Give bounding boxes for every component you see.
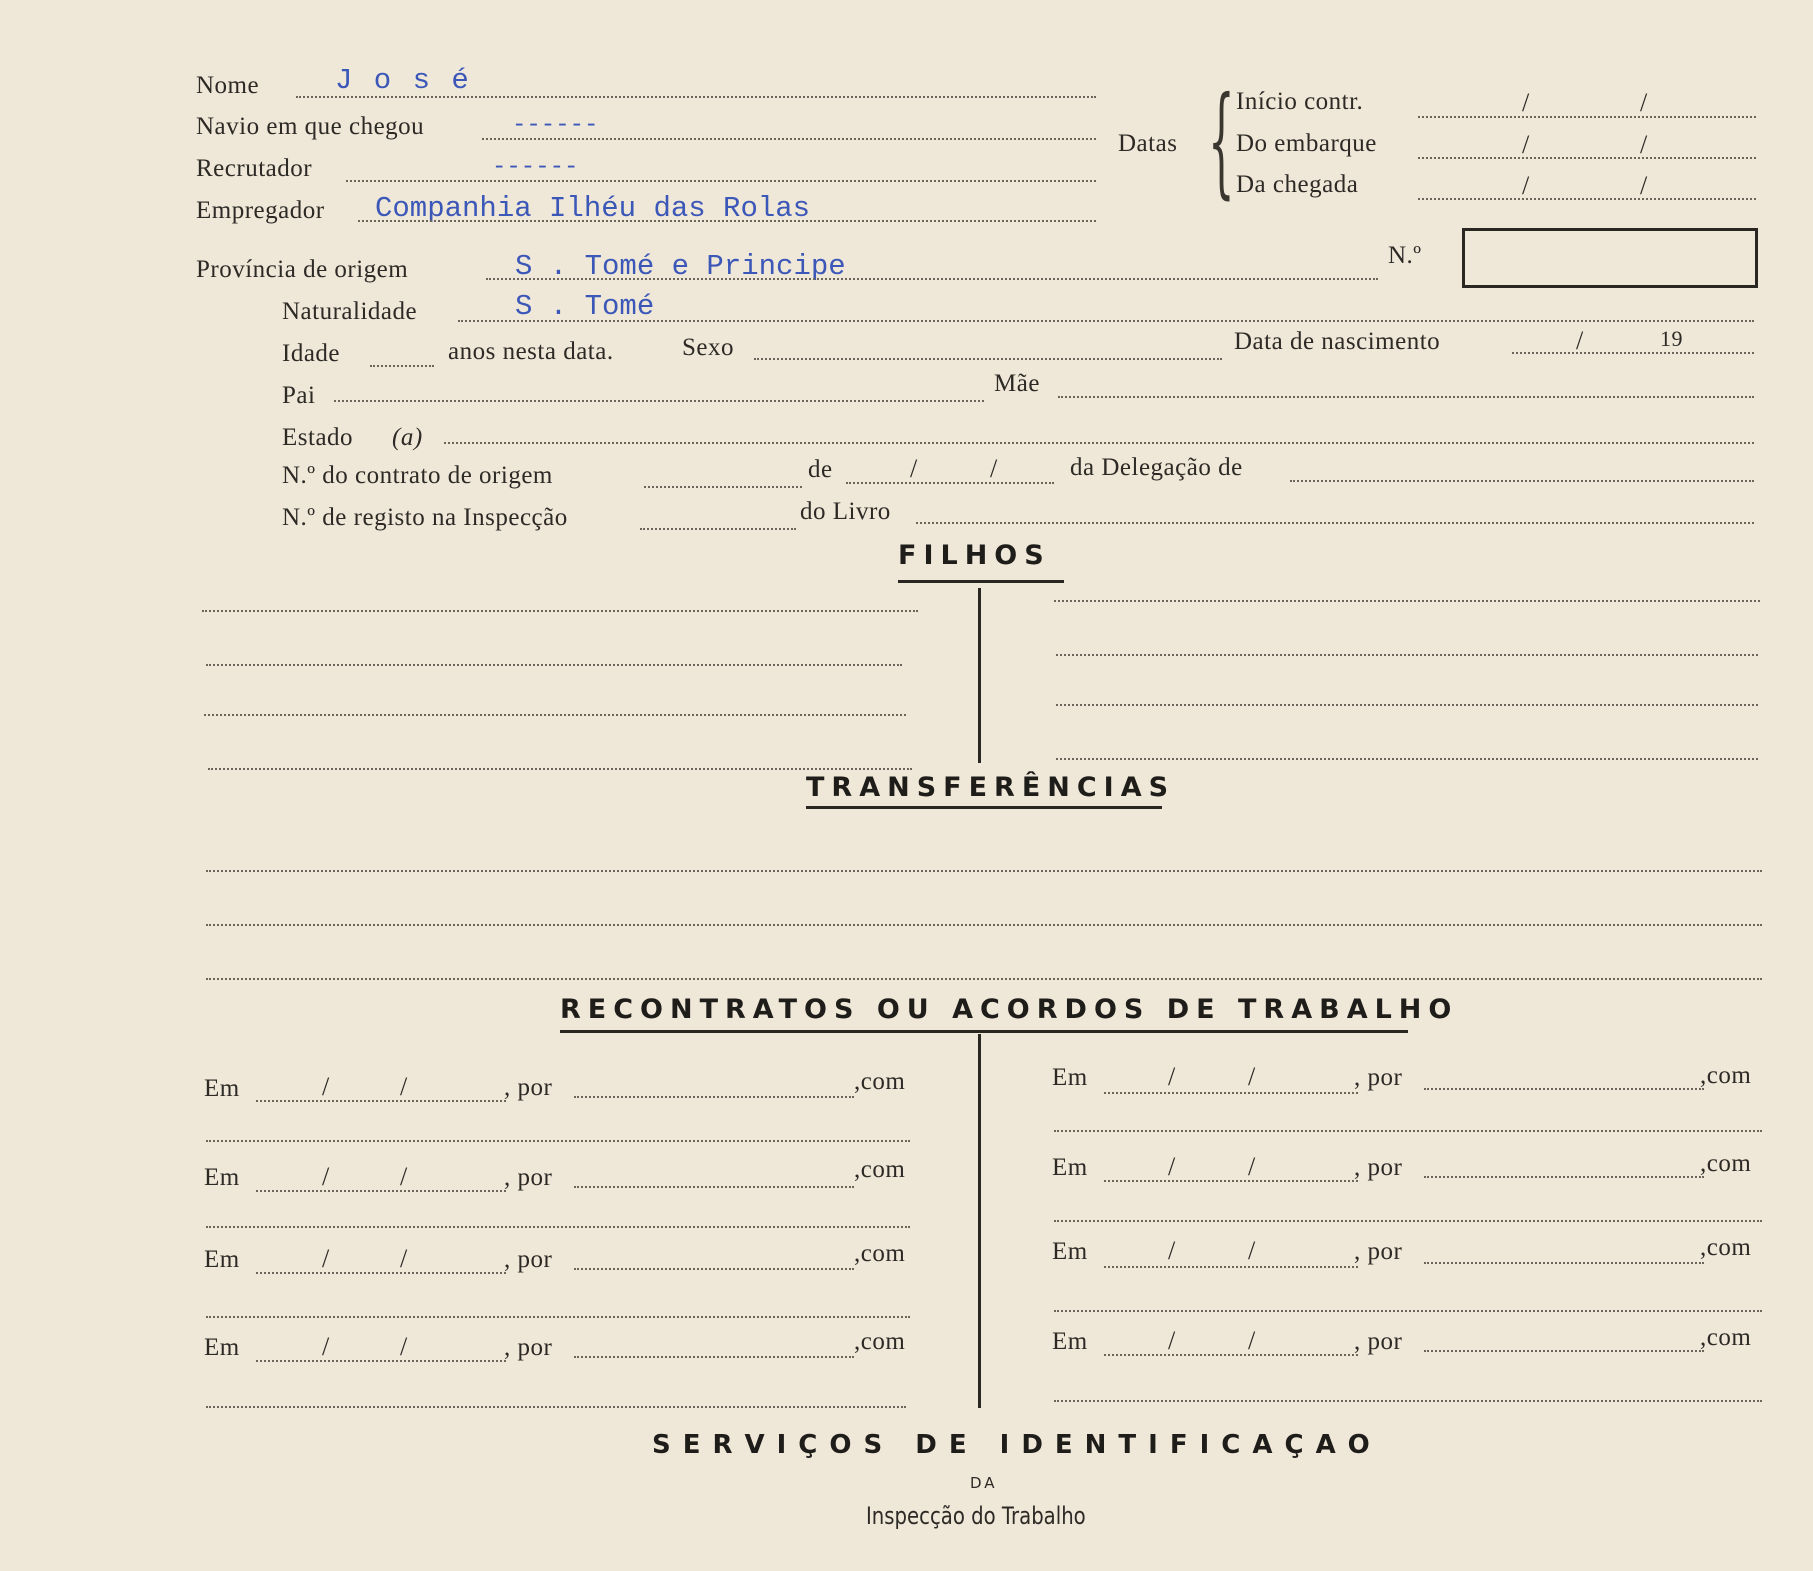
navio-line [482,138,1096,140]
recontrato-right-3-por: , por [1354,1238,1403,1265]
recontrato-right-2-slash-2: / [1248,1152,1256,1181]
recontrato-left-3-line[interactable] [206,1316,910,1318]
datas-embarque-slash-2: / [1640,130,1648,159]
nascimento-year: 19 [1660,326,1683,351]
numero-label: N.º [1388,242,1422,269]
datas-chegada-slash-1: / [1522,171,1530,200]
recontrato-right-3-em: Em [1052,1238,1088,1265]
recontrato-right-3-line[interactable] [1054,1310,1762,1312]
provincia-value[interactable]: S . Tomé e Principe [515,250,846,283]
recontrato-left-1-line[interactable] [206,1140,910,1142]
nome-line [296,96,1096,98]
recontratos-divider [978,1034,981,1408]
datas-label: Datas [1118,130,1178,157]
livro-line[interactable] [916,522,1754,524]
footer-subtitle: Inspecção do Trabalho [866,1502,1086,1530]
recrutador-line [346,180,1096,182]
recontrato-left-1-com: ,com [854,1068,906,1095]
provincia-line [486,278,1378,280]
empregador-line [358,220,1096,222]
recontrato-right-1-slash-2: / [1248,1062,1256,1091]
filhos-left-line-3[interactable] [204,714,906,716]
recontrato-right-3-por-line[interactable] [1424,1262,1704,1264]
registo-label: N.º de registo na Inspecção [282,504,568,531]
datas-inicio-slash-2: / [1640,88,1648,117]
recontrato-right-3-date[interactable] [1104,1266,1358,1268]
filhos-right-line-2[interactable] [1056,654,1758,656]
naturalidade-value[interactable]: S . Tomé [515,290,655,323]
recontrato-left-2-por-line[interactable] [574,1186,854,1188]
recontrato-left-4-date[interactable] [256,1360,506,1362]
recontrato-right-2-com: ,com [1700,1150,1752,1177]
datas-inicio-slash-1: / [1522,88,1530,117]
filhos-left-line-1[interactable] [202,610,918,612]
recontrato-left-2-por: , por [504,1164,553,1191]
recontrato-right-2-slash-1: / [1168,1152,1176,1181]
filhos-underline [898,580,1064,583]
recontrato-right-1-em: Em [1052,1064,1088,1091]
recontratos-underline [560,1030,1408,1033]
recontrato-left-4-slash-2: / [400,1332,408,1361]
recontrato-left-2-slash-2: / [400,1162,408,1191]
recontrato-left-2-date[interactable] [256,1190,506,1192]
recontrato-right-4-date[interactable] [1104,1354,1358,1356]
filhos-divider [978,588,981,763]
datas-chegada-slash-2: / [1640,171,1648,200]
recontrato-left-4-por: , por [504,1334,553,1361]
recontrato-left-3-slash-2: / [400,1244,408,1273]
recontrato-right-4-com: ,com [1700,1324,1752,1351]
transferencias-line-1[interactable] [206,870,1762,872]
recontrato-left-2-em: Em [204,1164,240,1191]
recontrato-right-2-em: Em [1052,1154,1088,1181]
recrutador-value[interactable]: ------ [492,154,579,181]
idade-label: Idade [282,340,341,367]
datas-embarque-label: Do embarque [1236,130,1377,157]
recontrato-left-4-com: ,com [854,1328,906,1355]
pai-line[interactable] [334,400,984,402]
naturalidade-label: Naturalidade [282,298,418,325]
recontrato-left-1-slash-1: / [322,1072,330,1101]
contrato-slash-2: / [990,454,998,483]
estado-line[interactable] [444,442,1754,444]
recontrato-right-4-slash-2: / [1248,1326,1256,1355]
datas-chegada-line[interactable] [1418,198,1756,200]
recontrato-right-4-por: , por [1354,1328,1403,1355]
recontrato-left-3-em: Em [204,1246,240,1273]
recontrato-left-2-com: ,com [854,1156,906,1183]
registo-line[interactable] [640,528,796,530]
recontrato-right-4-slash-1: / [1168,1326,1176,1355]
transferencias-line-2[interactable] [206,924,1762,926]
empregador-label: Empregador [196,197,325,224]
recontrato-left-3-slash-1: / [322,1244,330,1273]
footer-title: SERVIÇOS DE IDENTIFICAÇAO [652,1430,1382,1460]
datas-inicio-line[interactable] [1418,116,1756,118]
sexo-label: Sexo [682,334,734,361]
datas-embarque-slash-1: / [1522,130,1530,159]
recontrato-left-1-slash-2: / [400,1072,408,1101]
recontrato-left-3-date[interactable] [256,1272,506,1274]
filhos-right-line-4[interactable] [1056,758,1758,760]
recontrato-left-3-por: , por [504,1246,553,1273]
recontrato-left-4-por-line[interactable] [574,1356,854,1358]
filhos-heading: FILHOS [898,540,1051,571]
recontrato-left-1-por-line[interactable] [574,1096,854,1098]
filhos-left-line-2[interactable] [206,664,902,666]
estado-note: (a) [392,424,423,451]
recontrato-right-4-em: Em [1052,1328,1088,1355]
mae-line[interactable] [1058,396,1754,398]
transferencias-line-3[interactable] [206,978,1762,980]
recontrato-right-4-line[interactable] [1054,1400,1762,1402]
recontrato-right-3-com: ,com [1700,1234,1752,1261]
datas-chegada-label: Da chegada [1236,171,1359,198]
contrato-line[interactable] [644,486,802,488]
transferencias-heading: TRANSFERÊNCIAS [806,772,1176,803]
navio-label: Navio em que chegou [196,113,425,140]
recontrato-left-1-por: , por [504,1074,553,1101]
anos-label: anos nesta data. [448,338,614,365]
naturalidade-line [458,320,1754,322]
recontrato-right-1-por: , por [1354,1064,1403,1091]
datas-brace: { [1208,72,1235,211]
recontrato-right-2-por: , por [1354,1154,1403,1181]
recontrato-right-1-date[interactable] [1104,1092,1358,1094]
contrato-label: N.º do contrato de origem [282,462,553,489]
pai-label: Pai [282,382,316,409]
recontrato-right-3-slash-1: / [1168,1236,1176,1265]
recontrato-right-1-com: ,com [1700,1062,1752,1089]
mae-label: Mãe [994,370,1040,397]
contrato-date-line[interactable] [846,482,1054,484]
recontrato-left-4-slash-1: / [322,1332,330,1361]
recontrato-left-4-em: Em [204,1334,240,1361]
nome-label: Nome [196,72,260,99]
recontrato-right-4-por-line[interactable] [1424,1350,1704,1352]
contrato-slash-1: / [910,454,918,483]
recontrato-left-2-line[interactable] [206,1226,910,1228]
recontrato-right-2-date[interactable] [1104,1180,1358,1182]
recontrato-left-1-date[interactable] [256,1100,506,1102]
recontrato-left-4-line[interactable] [206,1406,906,1408]
recontrato-right-2-por-line[interactable] [1424,1176,1704,1178]
delegacao-label: da Delegação de [1070,454,1243,481]
empregador-value[interactable]: Companhia Ilhéu das Rolas [375,192,811,225]
recontrato-right-3-slash-2: / [1248,1236,1256,1265]
contrato-de: de [808,456,833,483]
sexo-line[interactable] [754,358,1222,360]
recontrato-left-3-por-line[interactable] [574,1268,854,1270]
numero-box[interactable] [1462,228,1758,288]
nascimento-line[interactable] [1512,352,1754,354]
recontratos-heading: RECONTRATOS OU ACORDOS DE TRABALHO [560,994,1459,1025]
navio-value[interactable]: ------ [512,112,599,139]
recontrato-left-3-com: ,com [854,1240,906,1267]
recontrato-right-1-line[interactable] [1054,1130,1762,1132]
estado-label: Estado [282,424,354,451]
nascimento-slash: / [1576,326,1584,355]
nascimento-label: Data de nascimento [1234,328,1441,355]
datas-embarque-line[interactable] [1418,157,1756,159]
footer-da: DA [970,1474,998,1492]
datas-inicio-label: Início contr. [1236,88,1364,115]
filhos-left-line-4[interactable] [208,768,912,770]
recontrato-left-1-em: Em [204,1075,240,1102]
provincia-label: Província de origem [196,256,409,283]
recontrato-right-1-por-line[interactable] [1424,1088,1704,1090]
livro-label: do Livro [800,498,891,525]
recontrato-right-2-line[interactable] [1054,1220,1762,1222]
transferencias-underline [806,806,1162,809]
idade-line[interactable] [370,365,434,367]
recrutador-label: Recrutador [196,155,313,182]
recontrato-left-2-slash-1: / [322,1162,330,1191]
filhos-right-line-3[interactable] [1056,704,1758,706]
nome-value[interactable]: J o s é [335,64,471,97]
recontrato-right-1-slash-1: / [1168,1062,1176,1091]
filhos-right-line-1[interactable] [1054,600,1760,602]
delegacao-line[interactable] [1290,480,1754,482]
